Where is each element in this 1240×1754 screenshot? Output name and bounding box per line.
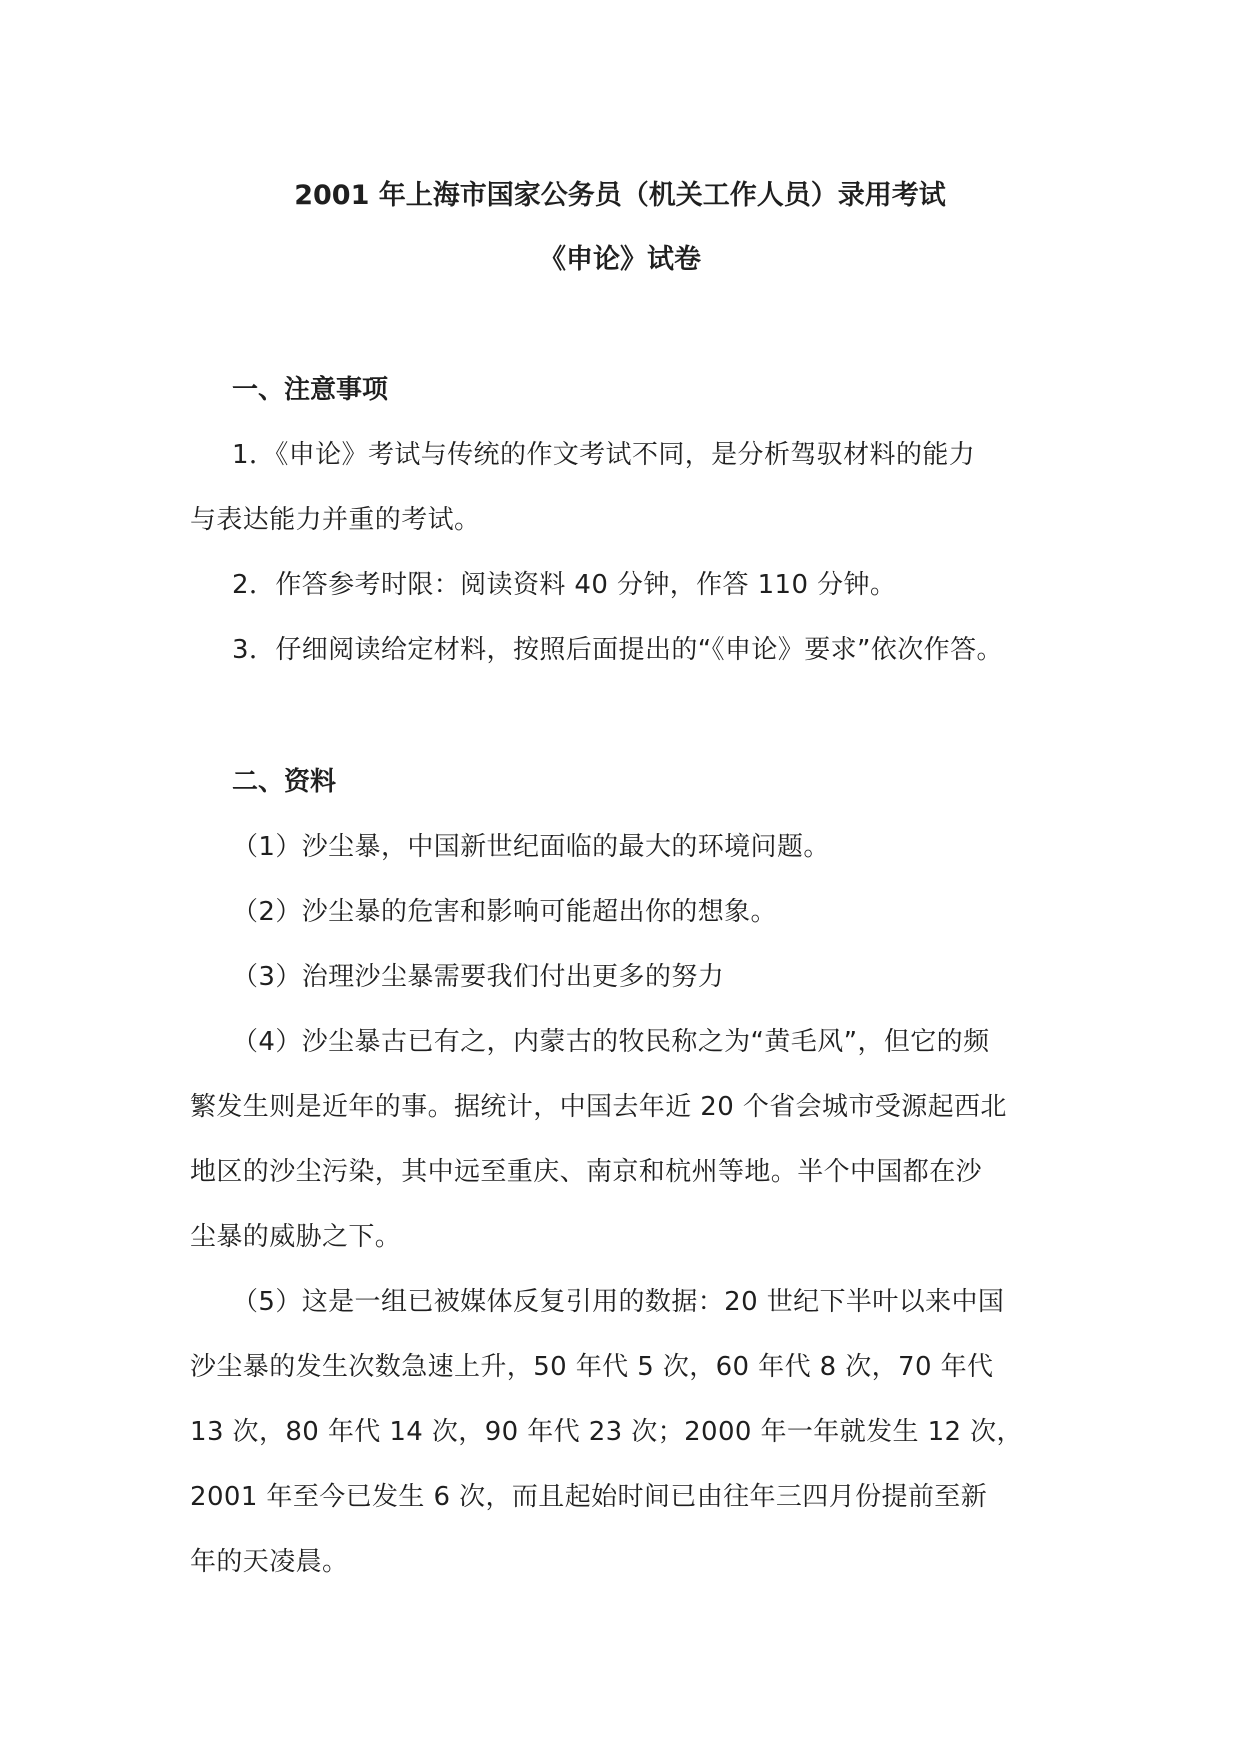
material-line: （1）沙尘暴，中国新世纪面临的最大的环境问题。 bbox=[232, 832, 830, 862]
material-line: 地区的沙尘污染，其中远至重庆、南京和杭州等地。半个中国都在沙 bbox=[190, 1157, 983, 1187]
notes-line: 1．《申论》考试与传统的作文考试不同，是分析驾驭材料的能力 bbox=[232, 440, 976, 470]
section-heading-materials: 二、资料 bbox=[232, 767, 337, 797]
notes-line: 2．作答参考时限：阅读资料 40 分钟，作答 110 分钟。 bbox=[232, 570, 897, 600]
material-line: （3）治理沙尘暴需要我们付出更多的努力 bbox=[232, 962, 725, 992]
document-title: 2001 年上海市国家公务员（机关工作人员）录用考试 bbox=[294, 180, 946, 211]
notes-line: 与表达能力并重的考试。 bbox=[190, 505, 481, 535]
notes-line: 3．仔细阅读给定材料，按照后面提出的“《申论》要求”依次作答。 bbox=[232, 635, 1003, 665]
material-line: 2001 年至今已发生 6 次，而且起始时间已由往年三四月份提前至新 bbox=[190, 1482, 988, 1512]
document-subtitle: 《申论》试卷 bbox=[539, 244, 701, 275]
material-line: 繁发生则是近年的事。据统计，中国去年近 20 个省会城市受源起西北 bbox=[190, 1092, 1007, 1122]
material-line: （4）沙尘暴古已有之，内蒙古的牧民称之为“黄毛风”，但它的频 bbox=[232, 1027, 990, 1057]
material-line: （5）这是一组已被媒体反复引用的数据：20 世纪下半叶以来中国 bbox=[232, 1287, 1005, 1317]
material-line: 年的天凌晨。 bbox=[190, 1547, 349, 1577]
material-line: 沙尘暴的发生次数急速上升，50 年代 5 次，60 年代 8 次，70 年代 bbox=[190, 1352, 994, 1382]
material-line: （2）沙尘暴的危害和影响可能超出你的想象。 bbox=[232, 897, 777, 927]
material-line: 尘暴的威胁之下。 bbox=[190, 1222, 402, 1252]
section-heading-notes: 一、注意事项 bbox=[232, 375, 389, 405]
material-line: 13 次，80 年代 14 次，90 年代 23 次；2000 年一年就发生 12 次， bbox=[190, 1417, 1023, 1447]
